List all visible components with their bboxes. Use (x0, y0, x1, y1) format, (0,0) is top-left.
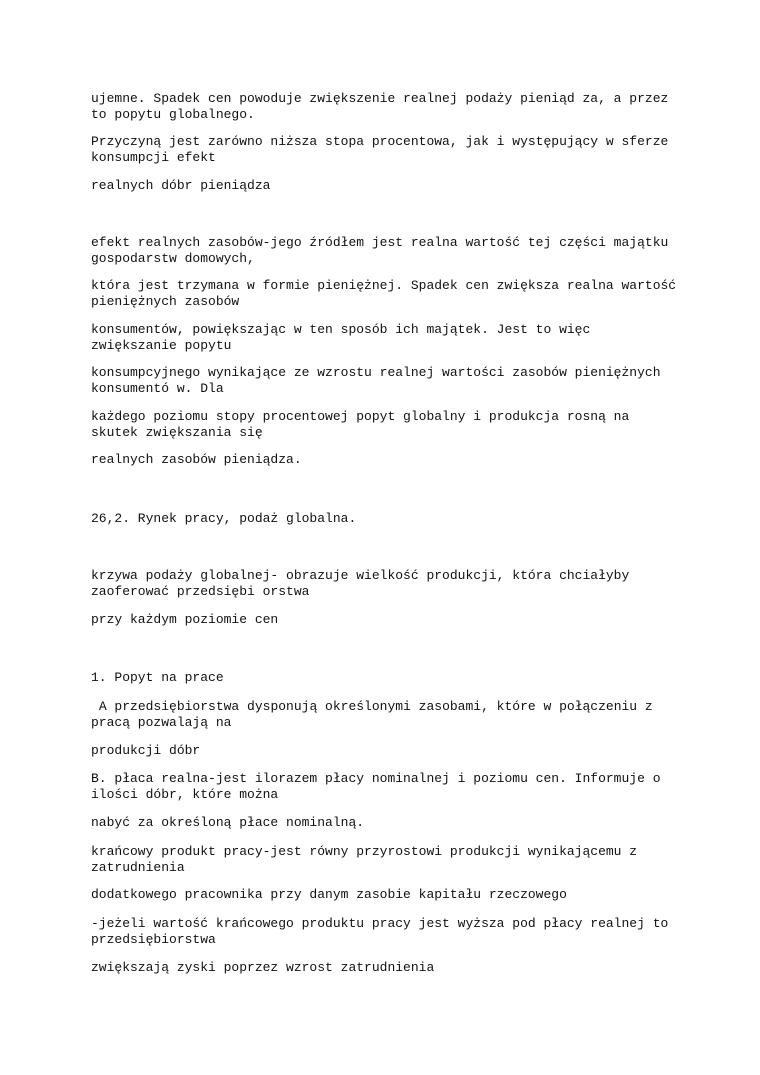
paragraph-7: konsumpcyjnego wynikające ze wzrostu realnej wartości zasobów pieniężnych konsumentó w. Dla (91, 365, 661, 396)
paragraph-17: dodatkowego pracownika przy danym zasobie kapitału rzeczowego (91, 887, 567, 902)
section-heading: 26,2. Rynek pracy, podaż globalna. (91, 511, 357, 526)
list-heading: 1. Popyt na prace (91, 670, 224, 685)
paragraph-13: produkcji dóbr (91, 743, 201, 758)
paragraph-8: każdego poziomu stopy procentowej popyt globalny i produkcja rosną na skutek zwiększania się (91, 409, 630, 440)
paragraph-11: przy każdym poziomie cen (91, 612, 279, 627)
paragraph-15: nabyć za określoną płace nominalną. (91, 815, 365, 830)
paragraph-10: krzywa podaży globalnej- obrazuje wielkość produkcji, która chciałyby zaoferować przedsiębi orstwa (91, 568, 630, 599)
paragraph-5: która jest trzymana w formie pieniężnej. Spadek cen zwiększa realna wartość pieniężnych zasobów (91, 278, 677, 309)
paragraph-19: zwiększają zyski poprzez wzrost zatrudnienia (91, 960, 435, 975)
paragraph-12: A przedsiębiorstwa dysponują określonymi zasobami, które w połączeniu z pracą pozwalają na (91, 699, 653, 730)
paragraph-1: ujemne. Spadek cen powoduje zwiększenie realnej podaży pieniąd za, a przez to popytu globalnego. (91, 91, 669, 122)
paragraph-14: B. płaca realna-jest ilorazem płacy nominalnej i poziomu cen. Informuje o ilości dóbr, które można (91, 771, 661, 802)
paragraph-6: konsumentów, powiększając w ten sposób ich majątek. Jest to więc zwiększanie popytu (91, 322, 591, 353)
paragraph-18: -jeżeli wartość krańcowego produktu pracy jest wyższa pod płacy realnej to przedsiębiorstwa (91, 916, 669, 947)
paragraph-16: krańcowy produkt pracy-jest równy przyrostowi produkcji wynikającemu z zatrudnienia (91, 844, 638, 875)
paragraph-3: realnych dóbr pieniądza (91, 178, 271, 193)
paragraph-4: efekt realnych zasobów-jego źródłem jest realna wartość tej części majątku gospodarstw domowych, (91, 235, 669, 266)
paragraph-9: realnych zasobów pieniądza. (91, 452, 302, 467)
paragraph-2: Przyczyną jest zarówno niższa stopa procentowa, jak i występujący w sferze konsumpcji efekt (91, 134, 669, 165)
